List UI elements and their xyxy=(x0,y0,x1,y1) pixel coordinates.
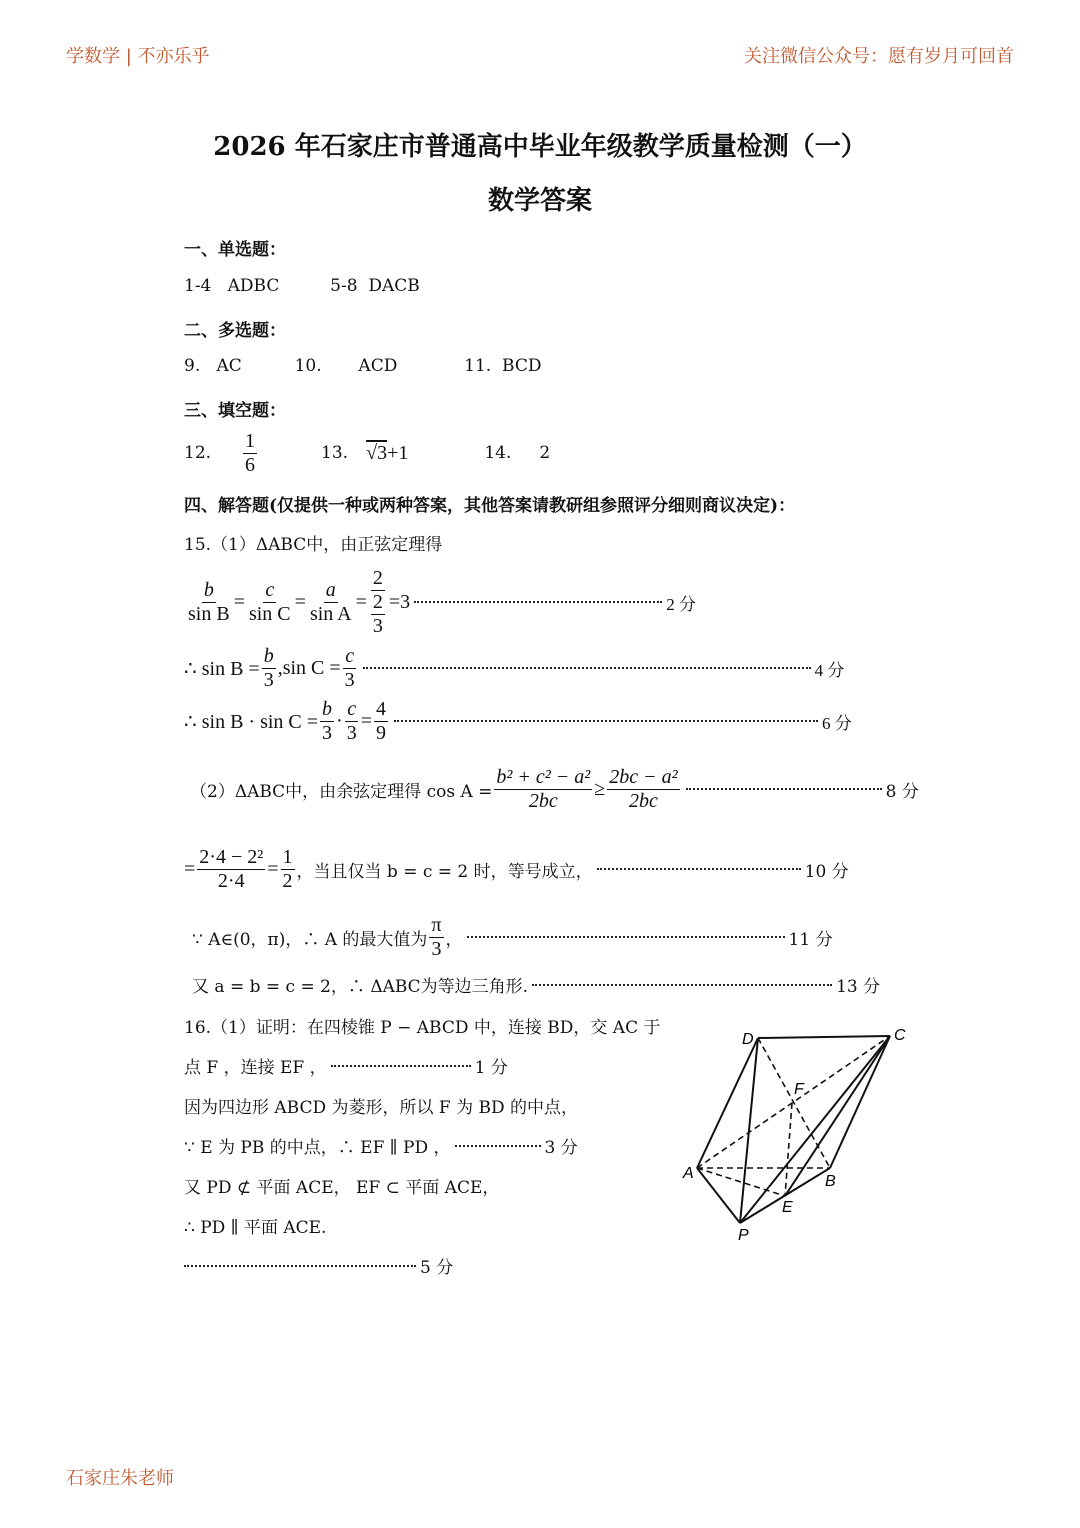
fraction-denominator: 2 xyxy=(282,869,293,892)
score-5: 5 分 xyxy=(420,1258,454,1278)
score-8: 8 分 xyxy=(885,781,919,802)
point-label-e: E xyxy=(782,1199,793,1216)
conclusion-text: 又 a = b = c = 2，∴ ΔABC为等边三角形. xyxy=(192,977,529,997)
fraction-numerator: 2 xyxy=(372,566,383,589)
q15-part2-cosine xyxy=(190,763,919,815)
fraction-numerator: 1 xyxy=(245,429,256,452)
fraction-numerator: c xyxy=(345,644,355,667)
dot-leader xyxy=(394,720,818,722)
vertex-label-a: A xyxy=(683,1165,694,1182)
label-5-8: 5-8 xyxy=(330,276,358,296)
answer-5-8: DACB xyxy=(368,276,420,296)
fraction-numerator: 2·4 − 2² xyxy=(199,845,264,868)
answer-q9: AC xyxy=(216,356,242,376)
fraction-denominator: sin B xyxy=(188,602,230,625)
dot-leader xyxy=(532,984,832,986)
fraction-numerator: c xyxy=(347,697,357,720)
fraction-numerator: 1 xyxy=(282,845,293,868)
q15-sin-values xyxy=(184,644,844,692)
score-10: 10 分 xyxy=(804,861,849,882)
fraction-c-3 xyxy=(343,645,357,692)
fraction-denominator: 9 xyxy=(375,721,386,744)
equality-text: ，当且仅当 b = c = 2 时，等号成立， xyxy=(296,861,593,882)
comma: ， xyxy=(445,929,463,950)
fraction-numerator: a xyxy=(325,578,336,601)
header-left: 学数学 | 不亦乐乎 xyxy=(66,46,210,67)
label-q9: 9. xyxy=(184,356,201,376)
footer-author: 石家庄朱老师 xyxy=(66,1468,174,1489)
label-q12: 12. xyxy=(184,443,212,463)
q16-line-6: ∴ PD ∥ 平面 ACE. xyxy=(184,1218,327,1238)
q16-line-3: 因为四边形 ABCD 为菱形，所以 F 为 BD 的中点， xyxy=(184,1098,579,1118)
answers-single-choice xyxy=(184,276,420,296)
max-angle-text: ∵ A∈(0，π)，∴ A 的最大值为 xyxy=(192,929,428,950)
score-1: 1 分 xyxy=(474,1058,508,1078)
vertex-label-c: C xyxy=(894,1027,906,1044)
q15-max-angle xyxy=(192,913,833,961)
fraction-pi-3 xyxy=(429,914,443,961)
q16-line-2 xyxy=(184,1053,508,1078)
score-13: 13 分 xyxy=(836,977,881,997)
dot-leader xyxy=(455,1145,541,1147)
fraction-1-2 xyxy=(281,846,295,893)
fraction-cosine-law xyxy=(494,766,592,813)
q15-equality-condition: = $\frac{\text{2·4 − 2²}}{2\cdot 4}$ = $\frac{1}{2}$ ，当且仅当 b = c = 2 时，等号成立， 10 分 xyxy=(184,845,849,892)
q16-line-7 xyxy=(184,1253,453,1278)
vertex-label-d: D xyxy=(742,1031,754,1048)
fraction-denominator: 3 xyxy=(372,614,383,637)
dot-leader xyxy=(686,788,882,790)
product-prefix: ∴ sin B · sin C = xyxy=(184,710,319,733)
sin-b-prefix: ∴ sin B = xyxy=(184,657,260,680)
q15-conclusion xyxy=(192,972,880,997)
fraction-denominator: sin C xyxy=(248,602,291,625)
fraction-b-sinb xyxy=(186,579,232,626)
fraction-denominator: 6 xyxy=(245,453,256,476)
score-2: 2 分 xyxy=(666,594,696,614)
fraction-4-9 xyxy=(374,698,388,745)
q16-line-5: 又 PD ⊄ 平面 ACE， EF ⊂ 平面 ACE， xyxy=(184,1178,500,1198)
greater-equal-sign: ≥ xyxy=(594,777,606,800)
answers-fill-in xyxy=(184,428,550,478)
answer-q10: ACD xyxy=(358,356,398,376)
fraction-b-3 xyxy=(262,645,276,692)
q16-line-1: 16.（1）证明：在四棱锥 P − ABCD 中，连接 BD，交 AC 于 xyxy=(184,1018,661,1038)
fraction-denominator: 2·4 xyxy=(217,869,245,892)
fraction-denominator: 3 xyxy=(344,668,355,691)
answer-q12-fraction xyxy=(243,430,257,477)
fraction-denominator: 2bc xyxy=(528,789,558,812)
vertex-label-p: P xyxy=(738,1227,749,1244)
equals-three: =3 xyxy=(388,590,411,613)
q16-line-4 xyxy=(184,1133,578,1158)
dot-leader xyxy=(184,1265,416,1267)
fraction-denominator: 3 xyxy=(346,721,357,744)
fraction-a-sina xyxy=(308,579,354,626)
dot-leader xyxy=(363,667,811,669)
fraction-numerator: 4 xyxy=(375,697,386,720)
fraction-numerator: b xyxy=(203,578,214,601)
answer-q14: 2 xyxy=(539,443,551,463)
fraction-denominator: 2bc xyxy=(628,789,658,812)
answers-multi-choice xyxy=(184,356,541,376)
section-2-heading: 二、多选题： xyxy=(184,321,286,341)
dot-leader xyxy=(331,1065,471,1067)
dot-leader xyxy=(467,936,785,938)
fraction-c-sinc xyxy=(247,579,293,626)
q15-sine-law-equation: $\frac{b}{\text{sin B}}$ = $\frac{c}{\text{sin C}}$ = $\frac{a}{\text{sin A}}$ = $\frac{2}{\frac{2}{3}}$ =3 2 分 xyxy=(188,566,696,637)
fraction-evaluated xyxy=(197,846,265,893)
answer-q13 xyxy=(366,442,408,465)
q15-part1-intro: 15.（1）ΔABC中，由正弦定理得 xyxy=(184,535,443,555)
score-4: 4 分 xyxy=(814,660,845,680)
fraction-numerator: b xyxy=(322,697,333,720)
q15-sin-product: ∴ sin B · sin C = $\frac{b}{3}$ · $\frac{c}{3}$ = $\frac{4}{9}$ 6 分 xyxy=(184,697,852,744)
point-label-f: F xyxy=(794,1081,804,1098)
answer-q13-rest: +1 xyxy=(387,441,409,464)
sin-c-middle: ,sin C = xyxy=(277,656,341,679)
fraction-denominator: sin A xyxy=(309,602,352,625)
label-q13: 13. xyxy=(321,443,349,463)
answer-q11: BCD xyxy=(502,356,542,376)
page-subtitle: 数学答案 xyxy=(487,186,592,216)
label-1-4: 1-4 xyxy=(184,276,212,296)
q16-line-2-text: 点 F ，连接 EF ， xyxy=(184,1058,327,1078)
vertex-label-b: B xyxy=(825,1173,836,1190)
score-3: 3 分 xyxy=(544,1138,578,1158)
section-1-heading: 一、单选题： xyxy=(184,240,286,260)
header-right: 关注微信公众号：愿有岁月可回首 xyxy=(744,46,1014,67)
fraction-bound xyxy=(607,766,679,813)
inner-fraction xyxy=(369,591,387,638)
dot-leader xyxy=(597,868,801,870)
fraction-numerator: 2bc − a² xyxy=(609,765,678,788)
fraction-c-3 xyxy=(345,698,359,745)
page-title: 2026 年石家庄市普通高中毕业年级教学质量检测（一） xyxy=(213,132,867,162)
cosine-prefix: （2）ΔABC中，由余弦定理得 cos A = xyxy=(190,781,493,802)
score-6: 6 分 xyxy=(821,713,852,733)
label-q14: 14. xyxy=(484,443,512,463)
fraction-denominator: 3 xyxy=(431,937,442,960)
answer-1-4: ADBC xyxy=(227,276,280,296)
fraction-numerator: b² + c² − a² xyxy=(496,765,591,788)
fraction-numerator: c xyxy=(265,578,275,601)
pyramid-figure xyxy=(670,1018,920,1248)
q16-line-4-text: ∵ E 为 PB 的中点，∴ EF ∥ PD ， xyxy=(184,1138,451,1158)
compound-fraction xyxy=(369,567,387,638)
score-11: 11 分 xyxy=(788,929,833,950)
fraction-b-3 xyxy=(320,698,334,745)
label-q10: 10. xyxy=(294,356,322,376)
fraction-numerator: b xyxy=(263,644,274,667)
fraction-denominator: 3 xyxy=(263,668,274,691)
section-3-heading: 三、填空题： xyxy=(184,401,286,421)
fraction-numerator: 2 xyxy=(372,590,383,613)
fraction-numerator: π xyxy=(431,913,442,936)
section-4-heading: 四、解答题(仅提供一种或两种答案，其他答案请教研组参照评分细则商议决定)： xyxy=(184,496,796,516)
fraction-denominator: 3 xyxy=(322,721,333,744)
label-q11: 11. xyxy=(464,356,492,376)
dot-leader xyxy=(414,601,662,603)
sqrt-expression: √3 xyxy=(366,441,388,464)
